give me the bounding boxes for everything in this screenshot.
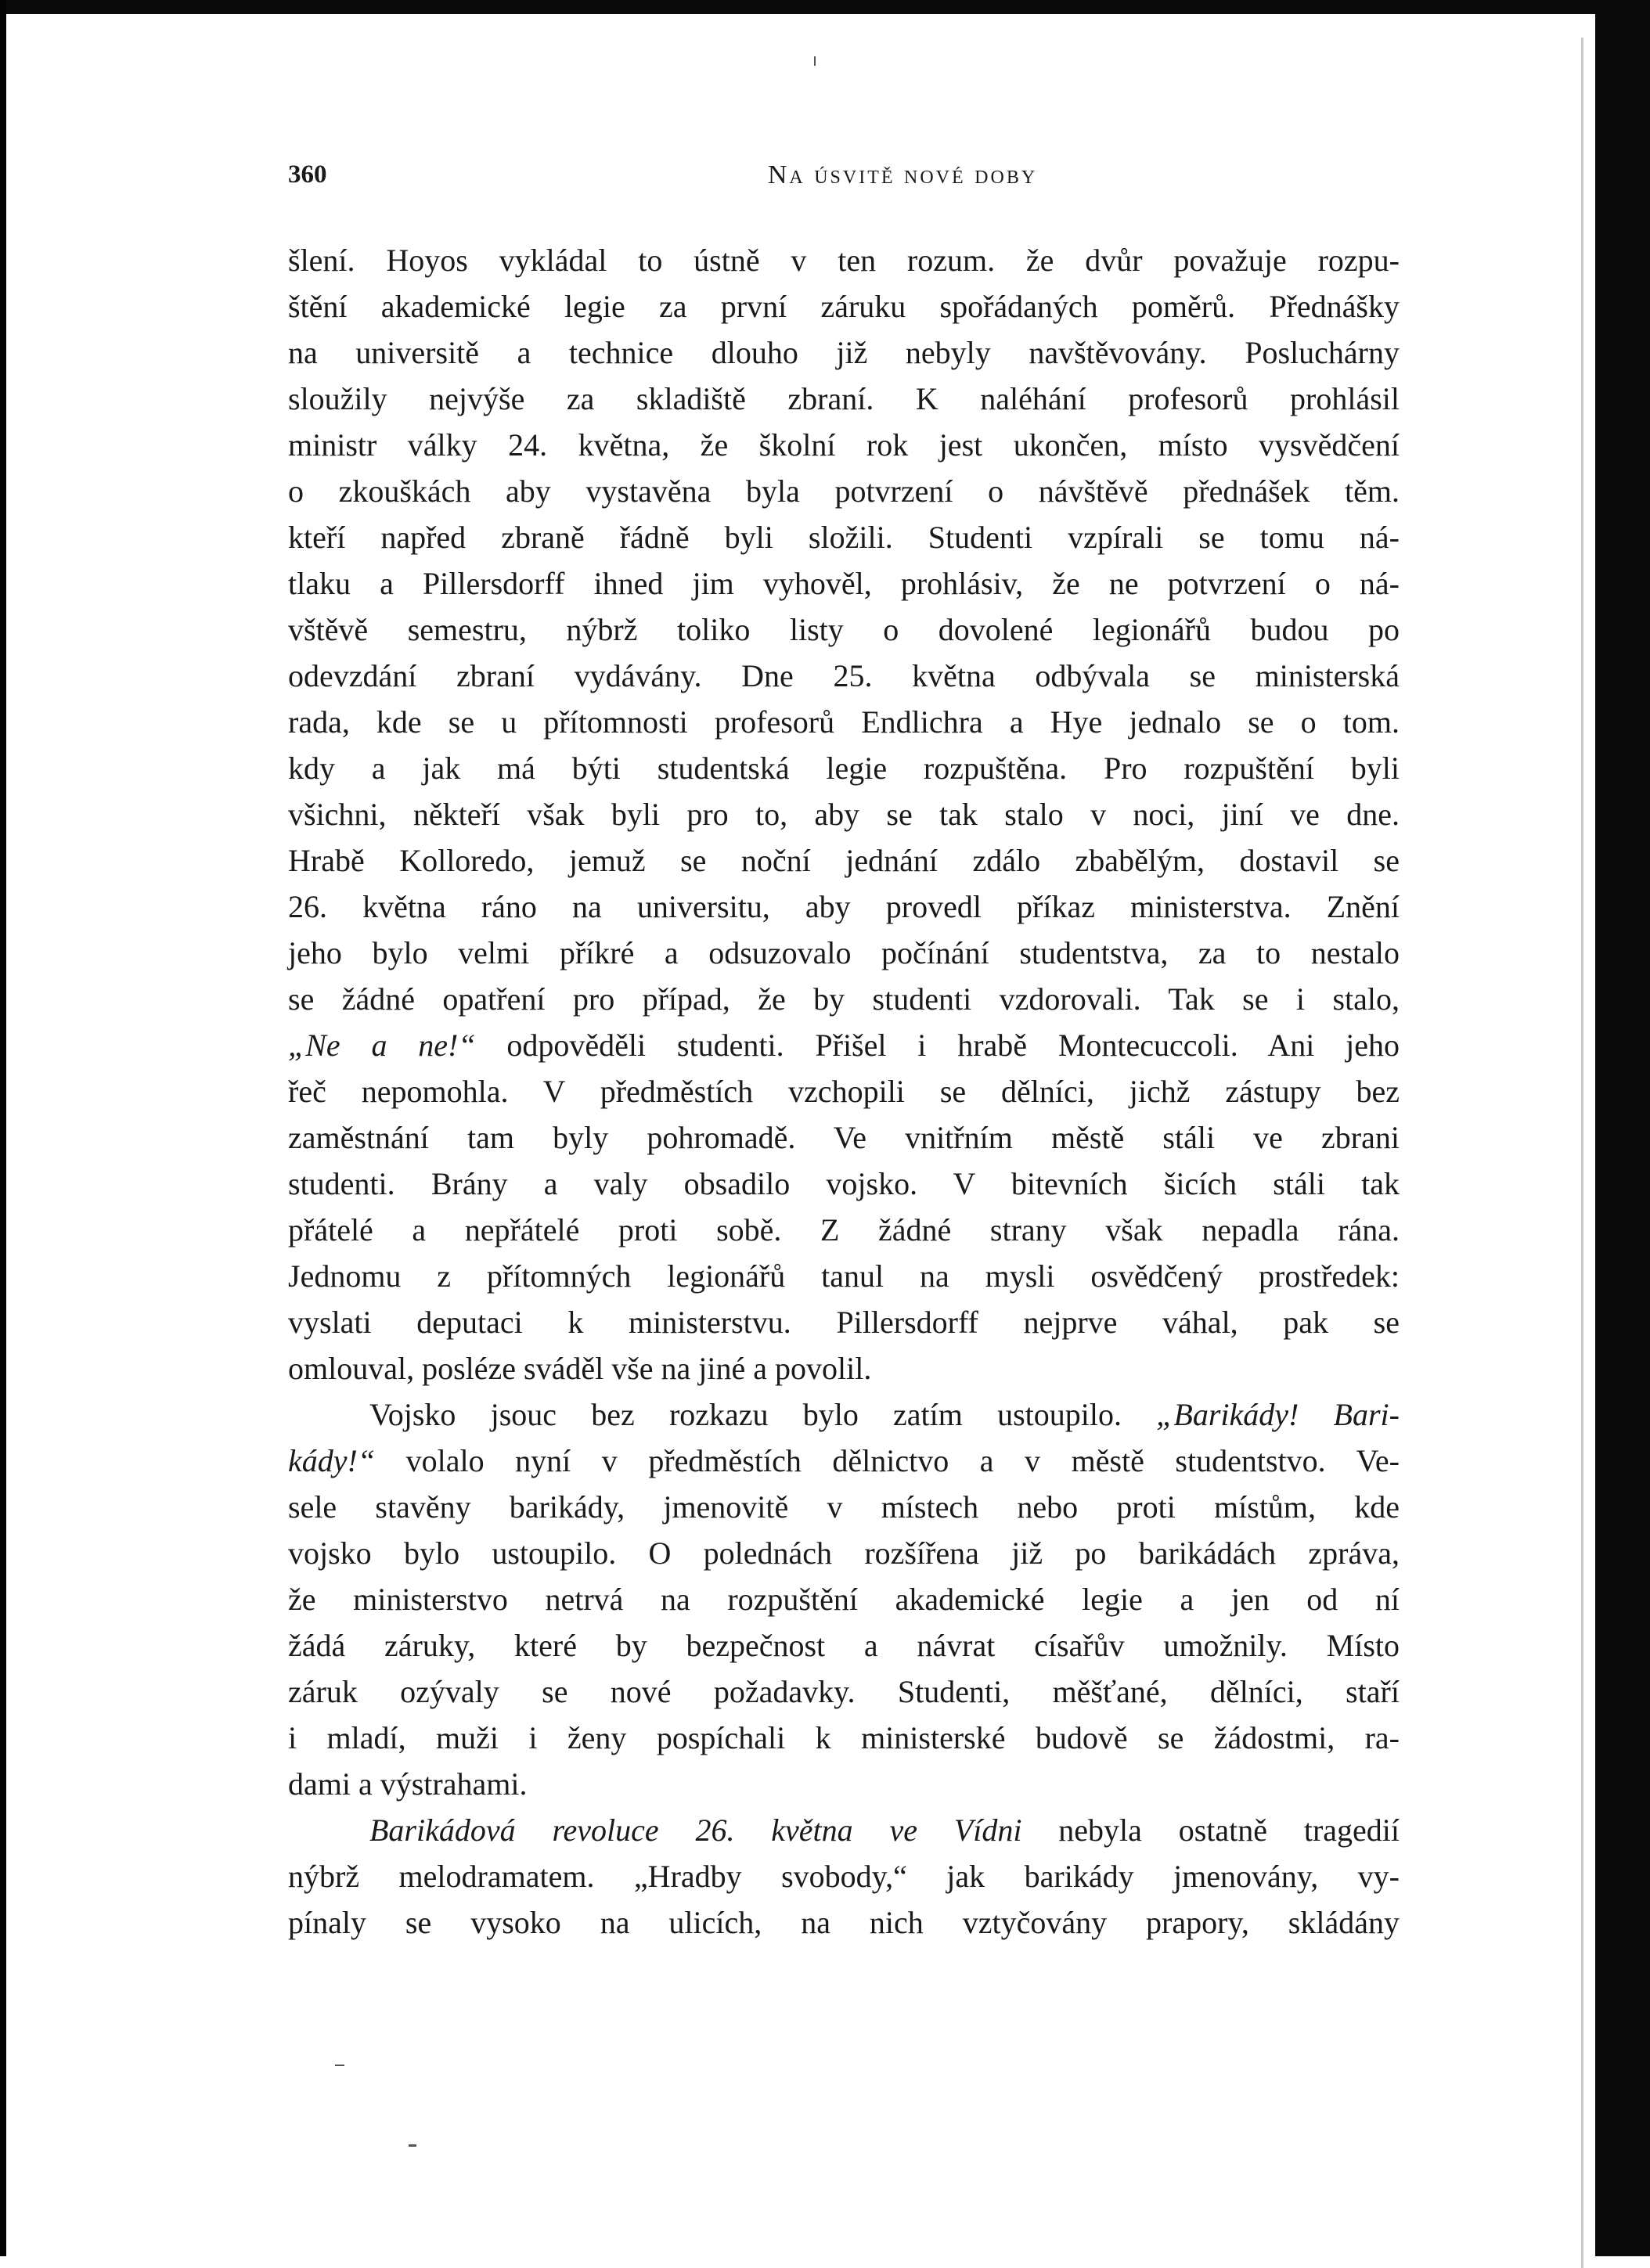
text-line: štění akademické legie za první záruku spořádaných poměrů. Přednášky — [288, 289, 1400, 324]
text-span: Vojsko jsouc bez rozkazu bylo zatím ustoupilo. — [369, 1397, 1157, 1432]
text-line: ministr války 24. května, že školní rok jest ukončen, místo vysvědčení — [288, 427, 1400, 463]
text-line: řeč nepomohla. V předměstích vzchopili se dělníci, jichž zástupy bez — [288, 1074, 1400, 1109]
italic-phrase: Barikádová revoluce 26. května ve Vídni — [369, 1813, 1022, 1848]
text-line: vyslati deputaci k ministerstvu. Pillersdorff nejprve váhal, pak se — [288, 1305, 1400, 1340]
text-line: kteří napřed zbraně řádně byli složili. Studenti vzpírali se tomu ná- — [288, 520, 1400, 555]
text-line: vštěvě semestru, nýbrž toliko listy o dovolené legionářů budou po — [288, 612, 1400, 647]
scan-border-top — [0, 0, 1650, 14]
text-line: šlení. Hoyos vykládal to ústně v ten rozum. že dvůr považuje rozpu- — [288, 243, 1400, 278]
page-number: 360 — [288, 160, 327, 189]
text-line: Jednomu z přítomných legionářů tanul na mysli osvědčený prostředek: — [288, 1258, 1400, 1294]
text-line: sele stavěny barikády, jmenovitě v místech nebo proti místům, kde — [288, 1489, 1400, 1525]
text-line: na universitě a technice dlouho již nebyly navštěvovány. Posluchárny — [288, 335, 1400, 370]
text-line: o zkouškách aby vystavěna byla potvrzení o návštěvě přednášek těm. — [288, 473, 1400, 509]
text-line: studenti. Brány a valy obsadilo vojsko. V bitevních šicích stáli tak — [288, 1166, 1400, 1201]
text-line: sloužily nejvýše za skladiště zbraní. K naléhání profesorů prohlásil — [288, 381, 1400, 416]
quoted-exclamation: „Ne a ne!“ — [288, 1028, 476, 1063]
text-line — [288, 1807, 1400, 1853]
text-line: že ministerstvo netrvá na rozpuštění akademické legie a jen od ní — [288, 1582, 1400, 1617]
text-line: se žádné opatření pro případ, že by studenti vzdorovali. Tak se i stalo, — [288, 981, 1400, 1017]
text-span: odpověděli studenti. Přišel i hrabě Montecuccoli. Ani jeho — [475, 1028, 1400, 1063]
body-text — [288, 237, 1400, 1946]
text-span: nebyla ostatně tragedií — [1021, 1813, 1400, 1848]
text-line — [288, 1022, 1400, 1068]
text-line: odevzdání zbraní vydávány. Dne 25. května odbývala se ministerská — [288, 658, 1400, 693]
text-line: kdy a jak má býti studentská legie rozpuštěna. Pro rozpuštění byli — [288, 751, 1400, 786]
text-line: rada, kde se u přítomnosti profesorů Endlichra a Hye jednalo se o tom. — [288, 704, 1400, 740]
scan-speck — [814, 56, 816, 66]
scan-speck — [335, 2065, 344, 2066]
scan-speck — [409, 2144, 416, 2147]
text-line: dami a výstrahami. — [288, 1766, 528, 1802]
running-title: Na úsvitě nové doby — [767, 160, 1038, 189]
text-line: všichni, někteří však byli pro to, aby se tak stalo v noci, jiní ve dne. — [288, 797, 1400, 832]
scan-border-right — [1595, 0, 1650, 2256]
text-line: 26. května ráno na universitu, aby provedl příkaz ministerstva. Znění — [288, 889, 1400, 924]
quoted-exclamation: „Barikády! Bari- — [1156, 1397, 1400, 1432]
text-line: i mladí, muži i ženy pospíchali k ministerské budově se žádostmi, ra- — [288, 1720, 1400, 1755]
text-line: žádá záruky, které by bezpečnost a návrat císařův umožnily. Místo — [288, 1628, 1400, 1663]
text-line — [288, 1438, 1400, 1484]
text-line: vojsko bylo ustoupilo. O polednách rozšířena již po barikádách zpráva, — [288, 1535, 1400, 1571]
page-header — [288, 160, 1400, 192]
text-line: tlaku a Pillersdorff ihned jim vyhověl, prohlásiv, že ne potvrzení o ná- — [288, 566, 1400, 601]
text-line: záruk ozývaly se nové požadavky. Studenti, měšťané, dělníci, staří — [288, 1674, 1400, 1709]
text-line: jeho bylo velmi příkré a odsuzovalo počínání studentstva, za to nestalo — [288, 935, 1400, 970]
page-edge-shadow — [1581, 38, 1583, 2268]
text-line: nýbrž melodramatem. „Hradby svobody,“ jak barikády jmenovány, vy- — [288, 1859, 1400, 1894]
text-span: volalo nyní v předměstích dělnictvo a v městě studentstvo. Ve- — [375, 1443, 1400, 1478]
text-line: omlouval, posléze sváděl vše na jiné a povolil. — [288, 1351, 872, 1386]
text-line: zaměstnání tam byly pohromadě. Ve vnitřním městě stáli ve zbrani — [288, 1120, 1400, 1155]
quoted-exclamation: kády!“ — [288, 1443, 376, 1478]
scan-border-left — [0, 0, 6, 2256]
text-line: přátelé a nepřátelé proti sobě. Z žádné strany však nepadla rána. — [288, 1212, 1400, 1247]
text-line: Hrabě Kolloredo, jemuž se noční jednání zdálo zbabělým, dostavil se — [288, 843, 1400, 878]
text-line: pínaly se vysoko na ulicích, na nich vztyčovány prapory, skládány — [288, 1905, 1400, 1940]
text-line — [288, 1391, 1400, 1438]
